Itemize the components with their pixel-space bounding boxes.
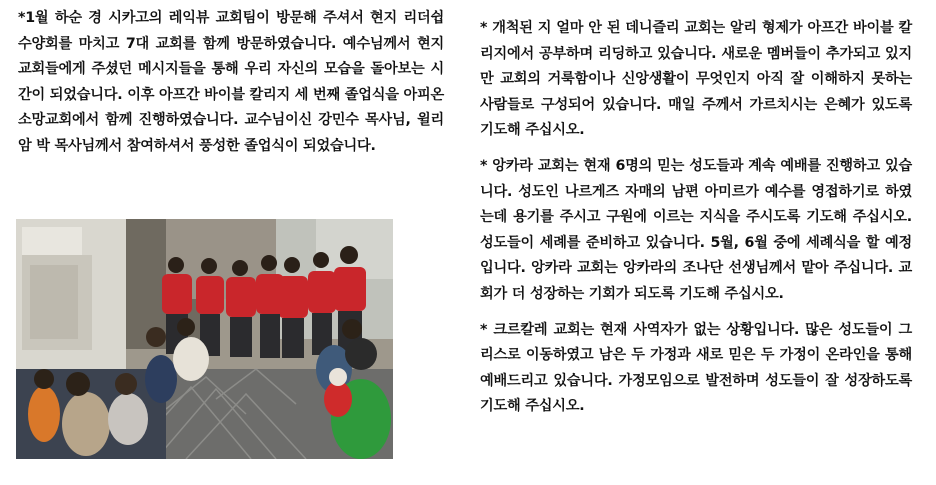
left-column	[18, 6, 444, 160]
ankara-church-paragraph: * 앙카라 교회는 현재 6명의 믿는 성도들과 계속 예배를 진행하고 있습니다. 성도인 나르게즈 자매의 남편 아미르가 예수를 영접하기로 하였는데 용기를 주시고 구원에 이르는 지식을 주시도록 기도해 주십시오. 성도들이 세례를 준비하고 있습니다. 5월, 6월 중에 세례식을 할 예정입니다. 앙카라 교회는 앙카라의 조나단 선생님께서 맡아 주십니다. 교회가 더 성장하는 기회가 되도록 기도해 주십시오.	[480, 157, 912, 302]
kirikkale-church-paragraph: * 크르칼레 교회는 현재 사역자가 없는 상황입니다. 많은 성도들이 그리스로 이동하였고 남은 두 가정과 새로 믿은 두 가정이 온라인을 통해 예배드리고 있습니다. 가정모임으로 발전하며 성도들이 잘 성장하도록 기도해 주십시오.	[480, 321, 913, 415]
left-paragraph: *1월 하순 경 시카고의 레익뷰 교회팀이 방문해 주셔서 현지 리더쉽 수양회를 마치고 7대 교회를 함께 방문하였습니다. 예수님께서 현지 교회들에게 주셨던 메시지들을 통해 우리 자신의 모습을 돌아보는 시간이 되었습니다. 이후 아프간 바이블 칼리지 세 번째 졸업식을 아피온 소망교회에서 함께 진행하였습니다. 교수님이신 강민수 목사님, 윌리암 박 목사님께서 참여하셔서 풍성한 졸업식이 되었습니다.	[18, 10, 444, 154]
denizli-church-paragraph: * 개척된 지 얼마 안 된 데니즐리 교회는 알리 형제가 아프간 바이블 칼리지에서 공부하며 리딩하고 있습니다. 새로운 멤버들이 추가되고 있지만 교회의 거룩함이나 신앙생활이 무엇인지 아직 잘 이해하지 못하는 사람들로 구성되어 있습니다. 매일 주께서 가르치시는 은혜가 있도록 기도해 주십시오.	[480, 20, 912, 139]
right-column	[480, 16, 912, 420]
group-photo	[16, 219, 393, 459]
